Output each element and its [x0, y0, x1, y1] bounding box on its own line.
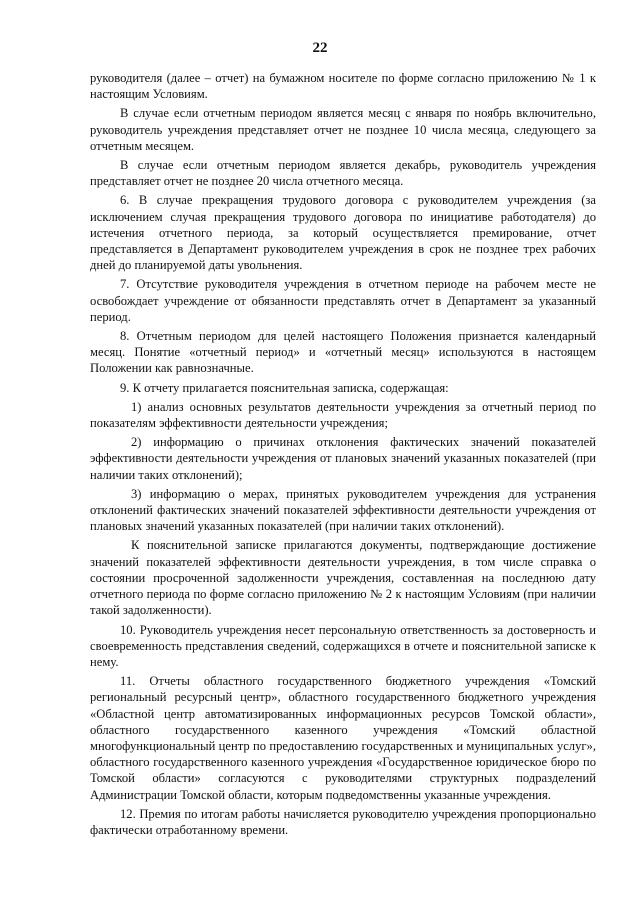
page-number: 22 — [312, 40, 328, 56]
paragraph-item-8: 8. Отчетным периодом для целей настоящего Положения признается календарный месяц. Понятие «отчетный период» и «отчетный месяц» используются в настоящем Положении как равнозначные. — [90, 329, 596, 376]
paragraph-item-9-sub-3: 3) информацию о мерах, принятых руководителем учреждения для устранения отклонений фактических значений показателей эффективности деятельности учреждения от плановых значений указанных показателей (при наличии таких отклонений). — [90, 486, 596, 534]
paragraph-item-11: 11. Отчеты областного государственного бюджетного учреждения «Томский региональный ресурсный центр», областного государственного бюджетного учреждения «Областной центр автоматизированных информационных ресурсов Томской области», областного государственного казенного учреждения «Томский областной многофункциональный центр по предоставлению государственных и муниципальных услуг», областного государственного казенного учреждения «Государственное юридическое бюро по Томской области» согласуются с руководителями структурных подразделений Администрации Томской области, которым подведомственны указанные учреждения. — [90, 674, 596, 802]
paragraph-item-9-sub-1: 1) анализ основных результатов деятельности учреждения за отчетный период по показателям эффективности деятельности учреждения; — [90, 399, 596, 431]
paragraph-item-9: 9. К отчету прилагается пояснительная записка, содержащая: — [120, 380, 449, 395]
paragraph-attachments: К пояснительной записке прилагаются документы, подтверждающие достижение значений показателей эффективности деятельности учреждения, в том числе справка о состоянии просроченной задолженности учреждения, составленная на последнюю дату отчетного периода по форме согласно приложению № 2 к настоящим Условиям (при наличии такой задолженности). — [90, 538, 596, 618]
paragraph-item-6: 6. В случае прекращения трудового договора с руководителем учреждения (за исключением случая прекращения трудового договора по инициативе работодателя) до истечения отчетного периода, за который осуществляется премирование, отчет представляется в Департамент руководителем учреждения в срок не позднее трех рабочих дней до планируемой даты увольнения. — [90, 193, 596, 273]
document-body — [90, 70, 596, 841]
paragraph-report-deadline-december: В случае если отчетным периодом является декабрь, руководитель учреждения представляет отчет не позднее 20 числа отчетного месяца. — [90, 158, 596, 189]
paragraph-continuation: руководителя (далее – отчет) на бумажном носителе по форме согласно приложению № 1 к настоящим Условиям. — [90, 71, 596, 102]
paragraph-item-7: 7. Отсутствие руководителя учреждения в отчетном периоде на рабочем месте не освобождает учреждение от обязанности представлять отчет в Департамент за указанный период. — [90, 277, 596, 324]
paragraph-item-10: 10. Руководитель учреждения несет персональную ответственность за достоверность и своевременность представления сведений, содержащихся в отчете и пояснительной записке к нему. — [90, 622, 596, 669]
paragraph-report-deadline-monthly: В случае если отчетным периодом является месяц с января по ноябрь включительно, руководитель учреждения представляет отчет не позднее 10 числа месяца, следующего за отчетным месяцем. — [90, 106, 596, 153]
paragraph-item-12: 12. Премия по итогам работы начисляется руководителю учреждения пропорционально фактически отработанному времени. — [90, 806, 596, 837]
paragraph-item-9-sub-2: 2) информацию о причинах отклонения фактических значений показателей эффективности деятельности учреждения от плановых значений указанных показателей (при наличии таких отклонений); — [90, 435, 596, 482]
